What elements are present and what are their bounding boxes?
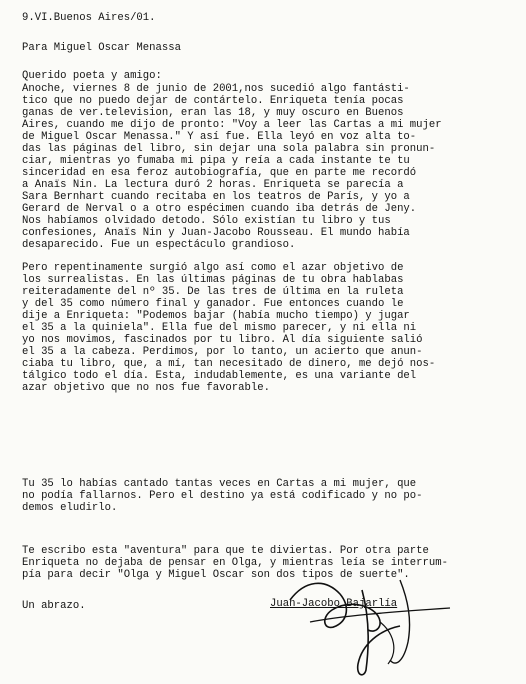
text-line: dije a Enriqueta: "Podemos bajar (había mucho tiempo) y jugar: [22, 310, 410, 322]
text-line: Nos habíamos olvidado detodo. Sólo existían tu libro y tus: [22, 215, 391, 227]
text-line: Te escribo esta "aventura" para que te diviertas. Por otra parte: [22, 545, 429, 557]
text-line: azar objetivo que no nos fue favorable.: [22, 382, 270, 394]
text-line: demos eludirlo.: [22, 502, 118, 514]
text-line: das las páginas del libro, sin dejar una sola palabra sin pronun-: [22, 143, 436, 155]
text-line: los surrealistas. En las últimas páginas de tu obra hablabas: [22, 274, 404, 286]
text-line: y del 35 como número final y ganador. Fue entonces cuando le: [22, 298, 404, 310]
date-line: 9.VI.Buenos Aires/01.: [22, 12, 156, 24]
text-line: de Miguel Oscar Menassa." Y así fue. Ella leyó en voz alta to-: [22, 131, 417, 143]
text-line: Anoche, viernes 8 de junio de 2001,nos sucedió algo fantásti-: [22, 83, 410, 95]
text-line: Sara Bernhart cuando recitaba en los teatros de París, y yo a: [22, 191, 410, 203]
text-line: yo nos movimos, fascinados por tu libro. Al día siguiente salió: [22, 334, 423, 346]
addressee-line: Para Miguel Oscar Menassa: [22, 42, 181, 54]
text-line: Pero repentinamente surgió algo así como el azar objetivo de: [22, 262, 404, 274]
text-line: Enriqueta no dejaba de pensar en Olga, y mientras leía se interrum-: [22, 557, 448, 569]
text-line: ciaba tu libro, que, a mí, tan necesitado de dinero, me dejó nos-: [22, 358, 436, 370]
handwritten-signature: [250, 560, 480, 680]
text-line: ciar, mientras yo fumaba mi pipa y reía a cada instante te tu: [22, 155, 410, 167]
text-line: Aires, cuando me dijo de pronto: "Voy a leer las Cartas a mi mujer: [22, 119, 442, 131]
closing: Un abrazo.: [22, 600, 86, 612]
text-line: desaparecido. Fue un espectáculo grandioso.: [22, 239, 296, 251]
signature-name: Juan-Jacobo Bajarlía: [270, 598, 398, 610]
text-line: reiteradamente del nº 35. De las tres de última en la ruleta: [22, 286, 404, 298]
text-line: confesiones, Anaïs Nin y Juan-Jacobo Rousseau. El mundo había: [22, 227, 410, 239]
salutation: Querido poeta y amigo:: [22, 70, 162, 82]
text-line: no podía fallarnos. Pero el destino ya está codificado y no po-: [22, 490, 423, 502]
text-line: tálgico todo el día. Esta, indudablemente, es una variante del: [22, 370, 417, 382]
text-line: Gerard de Nerval o a otro espécimen cuando iba detrás de Jeny.: [22, 203, 417, 215]
text-line: el 35 a la cabeza. Perdimos, por lo tanto, un acierto que anun-: [22, 346, 423, 358]
text-line: a Anaïs Nin. La lectura duró 2 horas. Enriqueta se parecía a: [22, 179, 404, 191]
text-line: Tu 35 lo habías cantado tantas veces en Cartas a mi mujer, que: [22, 478, 417, 490]
text-line: tico que no puedo dejar de contártelo. Enriqueta tenía pocas: [22, 95, 404, 107]
text-line: sinceridad en esa feroz autobiografía, que en parte me recordó: [22, 167, 417, 179]
text-line: ganas de ver.television, eran las 18, y muy oscuro en Buenos: [22, 107, 404, 119]
text-line: pía para decir "Olga y Miguel Oscar son dos tipos de suerte".: [22, 569, 410, 581]
text-line: el 35 a la quiniela". Ella fue del mismo parecer, y ni ella ni: [22, 322, 417, 334]
